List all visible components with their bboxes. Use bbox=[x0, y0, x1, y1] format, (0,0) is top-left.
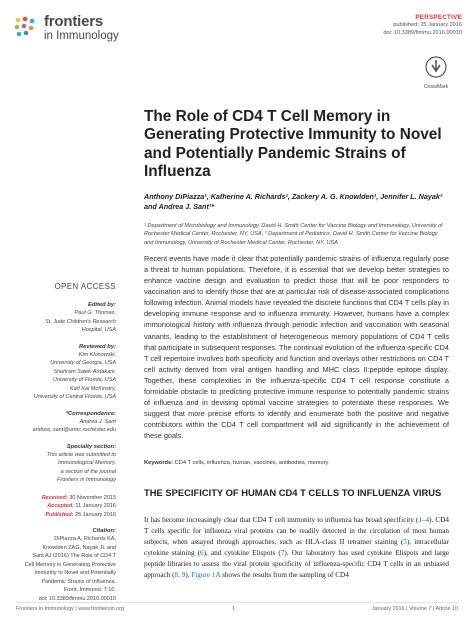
published-date: published: 25 January 2016 bbox=[393, 22, 462, 29]
frontiers-logo-icon bbox=[12, 14, 38, 40]
citation-text: DiPiazza A, Richards KA, Knowlden ZAG, Nayak JL and Sant AJ (2016) The Role of CD4 T Cell Memory in Generating Protective Immunity to Novel and Potentially Pandemic Strains of Influenza. Front. Immunol. 7:10. doi: 10.3389/fimmu.2016.00010 bbox=[24, 536, 116, 602]
article-title: The Role of CD4 T Cell Memory in Generating Protective Immunity to Novel and Potentially Pandemic Strains of Influenza bbox=[144, 108, 442, 181]
author-list: Anthony DiPiazza¹, Katherine A. Richards¹, Zackery A. G. Knowlden¹, Jennifer L. Nayak² and Andrea J. Sant¹* bbox=[144, 192, 443, 212]
received-date: 30 November 2015 bbox=[69, 494, 116, 501]
open-access-label: OPEN ACCESS bbox=[54, 282, 116, 291]
published-date-side: 25 January 2016 bbox=[75, 511, 116, 518]
received-label: Received: bbox=[41, 494, 68, 501]
body-paragraph bbox=[144, 515, 449, 581]
keywords bbox=[144, 460, 444, 466]
citation-label: Citation: bbox=[92, 528, 116, 535]
reviewed-by-label: Reviewed by: bbox=[78, 343, 116, 350]
correspondence-text[interactable]: Andrea J. Sant andrea_sant@urmc.rochester.edu bbox=[32, 418, 116, 434]
body-text: ). bbox=[185, 570, 192, 579]
body-text: ). CD4 T cells specific for influenza viral proteins can be readily detected in the circulation of most human subjects, when assayed through approaches, such as HLA-class II tetramer staining ( bbox=[144, 516, 449, 546]
edited-by-label: Edited by: bbox=[87, 302, 116, 308]
reference-link[interactable]: 7 bbox=[280, 548, 285, 557]
reviewed-by bbox=[16, 344, 116, 402]
reference-link[interactable]: 8, 9 bbox=[174, 570, 186, 579]
crossmark-badge[interactable] bbox=[420, 56, 452, 90]
body-text: ). Our laboratory has used cytokine Elispots and large peptide libraries to assess the viral protein specificity of influenza-specific CD4 T cells in an unbiased approach ( bbox=[144, 548, 450, 579]
reference-link[interactable]: 5 bbox=[403, 537, 407, 546]
correspondence-label: *Correspondence: bbox=[65, 410, 116, 417]
abstract: Recent events have made it clear that potentially pandemic strains of influenza regularly pose a threat to human populations. Therefore, it is essential that we develop better strategies to enhance vaccine design and evaluation to predict those that will be poor responders to vaccination and to identify those that are at particular risk of disease-associated complications following infection. Animal models have revealed the discrete functions that CD4 T cells play in developing immune response and to influenza immunity. However, humans have a complex immunological history with influenza through periodic infection and vaccination with seasonal variants, leading to the establishment of heterogeneous memory populations of CD4 T cells that participate in subsequent responses. The continual evolution of the influenza-specific CD4 T cell repertoire involves both specificity and function and overlays other restrictions on CD4 T cell activity derived from viral antigen handling and MHC class II:peptide epitope display. Together, these complexities in the influenza-specific CD4 T cell response constitute a formidable obstacle to predicting protective immune response to potentially pandemic strains of influenza and in devising optimal vaccine strategies to potentiate these responses. We suggest that more precise efforts to identify and enumerate both the positive and negative contributors within the CD4 T cell compartment will aid significantly in the achievement of these goals. bbox=[144, 254, 449, 441]
body-text: ), and cytokine Elispots ( bbox=[203, 548, 281, 557]
section-heading: THE SPECIFICITY OF HUMAN CD4 T CELLS TO INFLUENZA VIRUS bbox=[144, 487, 442, 498]
crossmark-icon bbox=[425, 56, 447, 78]
article-type: PERSPECTIVE bbox=[415, 14, 462, 21]
published-label: Published: bbox=[45, 511, 74, 518]
correspondence bbox=[16, 411, 116, 435]
reference-link[interactable]: 6 bbox=[200, 548, 204, 557]
journal-logo bbox=[12, 14, 119, 42]
figure-link[interactable]: Figure 1A bbox=[191, 570, 221, 579]
reviewed-by-text: Kim Klonowski, University of Georgia, USA Shahram Salek-Ardakani, University of Florida, USA Karl Kai McKinstry, University of Central Florida, USA bbox=[33, 351, 116, 401]
footer-journal[interactable]: Frontiers in Immunology | www.frontiersin.org bbox=[16, 606, 125, 612]
citation bbox=[16, 528, 116, 603]
specialty-section bbox=[16, 444, 116, 485]
page-number: 1 bbox=[232, 606, 235, 612]
crossmark-label: CrossMark bbox=[423, 84, 449, 90]
body-text: shows the results from the sampling of CD4 bbox=[220, 570, 349, 579]
doi[interactable]: doi: 10.3389/fimmu.2016.00010 bbox=[383, 29, 462, 36]
article-meta bbox=[383, 14, 462, 37]
affiliations: ¹ Department of Microbiology and Immunology, David H. Smith Center for Vaccine Biology and Immunology, University of Rochester Medical Center, Rochester, NY, USA, ² Department of Pediatrics, David H. Smith Center for Vaccine Biology and Immunology, University of Rochester Medical Center, Rochester, NY, USA bbox=[144, 223, 443, 246]
sidebar bbox=[16, 282, 116, 612]
edited-by bbox=[16, 302, 116, 335]
footer-divider bbox=[16, 602, 458, 603]
accepted-date: 11 January 2016 bbox=[75, 503, 116, 510]
specialty-label: Specialty section: bbox=[66, 443, 116, 450]
brand-name: frontiers bbox=[44, 13, 104, 30]
footer-issue: January 2016 | Volume 7 | Article 10 bbox=[371, 606, 458, 612]
accepted-label: Accepted: bbox=[47, 503, 74, 510]
specialty-text: This article was submitted to Immunological Memory, a section of the journal Frontiers in Immunology bbox=[46, 451, 116, 484]
body-text: ), intracellular cytokine staining ( bbox=[144, 537, 449, 557]
journal-name: in Immunology bbox=[44, 29, 119, 42]
keywords-text: CD4 T cells, influenza, human, vaccines, antibodies, memory bbox=[174, 460, 329, 466]
edited-by-text: Paul G. Thomas, St. Jude Children's Research Hospital, USA bbox=[44, 310, 116, 334]
reference-link[interactable]: 1–4 bbox=[418, 516, 430, 524]
body-text: It has become increasingly clear that CD4 T cell immunity to influenza has broad specificity ( bbox=[144, 516, 419, 524]
article-dates bbox=[16, 494, 116, 520]
keywords-label: Keywords: bbox=[144, 460, 174, 466]
